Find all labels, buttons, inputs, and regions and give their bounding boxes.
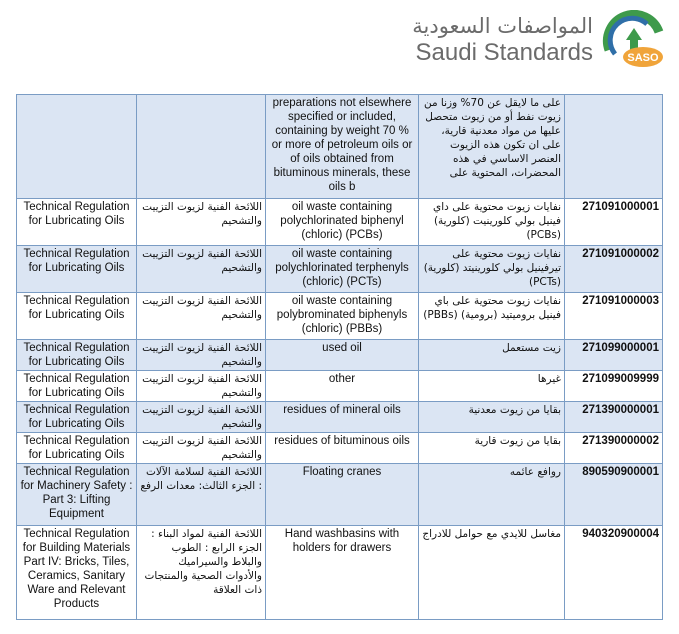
description-ar-cell: بقايا من زيوت قارية <box>419 433 565 464</box>
description-en-cell: preparations not elsewhere specified or included, containing by weight 70 % or more of petroleum oils or of oils obtained from bituminous minerals, these oils b <box>266 95 419 199</box>
regulation-ar-cell: اللائحة الفنية لزيوت التزييت والتشحيم <box>137 246 266 293</box>
hs-code-cell: 271091000002 <box>565 246 663 293</box>
hs-code-cell: 940320900004 <box>565 526 663 620</box>
page-header <box>0 0 679 90</box>
description-en-cell: Floating cranes <box>266 464 419 526</box>
description-ar-cell: غيرها <box>419 371 565 402</box>
table-row <box>17 464 663 526</box>
description-en-cell: oil waste containing polybrominated biphenyls (chloric) (PBBs) <box>266 293 419 340</box>
regulation-ar-cell: اللائحة الفنية لسلامة الآلات : الجزء الثالث: معدات الرفع <box>137 464 266 526</box>
hs-code-cell: 271390000002 <box>565 433 663 464</box>
regulation-en-cell: Technical Regulation for Lubricating Oils <box>17 371 137 402</box>
table-row <box>17 293 663 340</box>
regulation-ar-cell: اللائحة الفنية لزيوت التزييت والتشحيم <box>137 293 266 340</box>
hs-code-cell: 271099009999 <box>565 371 663 402</box>
table-row <box>17 526 663 620</box>
description-en-cell: residues of bituminous oils <box>266 433 419 464</box>
regulation-en-cell: Technical Regulation for Lubricating Oils <box>17 433 137 464</box>
regulation-en-cell: Technical Regulation for Machinery Safety : Part 3: Lifting Equipment <box>17 464 137 526</box>
regulation-en-cell: Technical Regulation for Lubricating Oils <box>17 199 137 246</box>
table-row <box>17 402 663 433</box>
hs-code-cell: 271390000001 <box>565 402 663 433</box>
hs-code-cell: 271091000001 <box>565 199 663 246</box>
table-row <box>17 95 663 199</box>
regulation-en-cell: Technical Regulation for Building Materials Part IV: Bricks, Tiles, Ceramics, Sanitary Ware and Relevant Products <box>17 526 137 620</box>
description-en-cell: residues of mineral oils <box>266 402 419 433</box>
hs-code-cell: 271091000003 <box>565 293 663 340</box>
description-ar-cell: نفايات زيوت محتوية على تيرفينيل بولي كلورينيتد (كلورية) (PCTs) <box>419 246 565 293</box>
regulation-en-cell: Technical Regulation for Lubricating Oils <box>17 246 137 293</box>
brand-wordmark <box>412 14 593 66</box>
description-ar-cell: على ما لايقل عن 70% وزنا من زيوت نفط أو من زيوت متحصل عليها من مواد معدنية قارية، على ان تكون هذه الزيوت العنصر الاساسي في هذه المحضرات، المحتوية على <box>419 95 565 199</box>
table-row <box>17 199 663 246</box>
regulation-ar-cell: اللائحة الفنية لزيوت التزييت والتشحيم <box>137 340 266 371</box>
description-ar-cell: مغاسل للايدي مع حوامل للادراج <box>419 526 565 620</box>
regulation-ar-cell: اللائحة الفنية لزيوت التزييت والتشحيم <box>137 371 266 402</box>
regulation-ar-cell <box>137 95 266 199</box>
description-en-cell: used oil <box>266 340 419 371</box>
regulation-ar-cell: اللائحة الفنية لزيوت التزييت والتشحيم <box>137 433 266 464</box>
description-ar-cell: نفايات زيوت محتوية على داي فينيل بولي كلورينيت (كلورية) (PCBs) <box>419 199 565 246</box>
regulation-en-cell <box>17 95 137 199</box>
table-row <box>17 371 663 402</box>
table-row <box>17 340 663 371</box>
regulation-ar-cell: اللائحة الفنية لمواد البناء : الجزء الرابع : الطوب والبلاط والسيراميك والأدوات الصحية والمنتجات ذات العلاقة <box>137 526 266 620</box>
regulation-ar-cell: اللائحة الفنية لزيوت التزييت والتشحيم <box>137 199 266 246</box>
hs-code-cell: 890590900001 <box>565 464 663 526</box>
regulation-table <box>16 94 663 620</box>
description-ar-cell: نفايات زيوت محتوية على باي فينيل بروميتيد (برومية) (PBBs) <box>419 293 565 340</box>
description-en-cell: other <box>266 371 419 402</box>
regulation-en-cell: Technical Regulation for Lubricating Oils <box>17 402 137 433</box>
brand-arabic-name: المواصفات السعودية <box>412 14 593 38</box>
hs-code-cell <box>565 95 663 199</box>
description-en-cell: oil waste containing polychlorinated biphenyl (chloric) (PCBs) <box>266 199 419 246</box>
regulation-en-cell: Technical Regulation for Lubricating Oils <box>17 293 137 340</box>
regulation-en-cell: Technical Regulation for Lubricating Oils <box>17 340 137 371</box>
description-ar-cell: روافع عائمه <box>419 464 565 526</box>
description-en-cell: oil waste containing polychlorinated terphenyls (chloric) (PCTs) <box>266 246 419 293</box>
logo-text: SASO <box>627 52 659 64</box>
table-row <box>17 246 663 293</box>
description-en-cell: Hand washbasins with holders for drawers <box>266 526 419 620</box>
saso-logo-icon <box>601 10 667 72</box>
description-ar-cell: زيت مستعمل <box>419 340 565 371</box>
brand-english-name: Saudi Standards <box>415 39 593 66</box>
description-ar-cell: بقايا من زيوت معدنية <box>419 402 565 433</box>
regulation-ar-cell: اللائحة الفنية لزيوت التزييت والتشحيم <box>137 402 266 433</box>
hs-code-cell: 271099000001 <box>565 340 663 371</box>
table-row <box>17 433 663 464</box>
